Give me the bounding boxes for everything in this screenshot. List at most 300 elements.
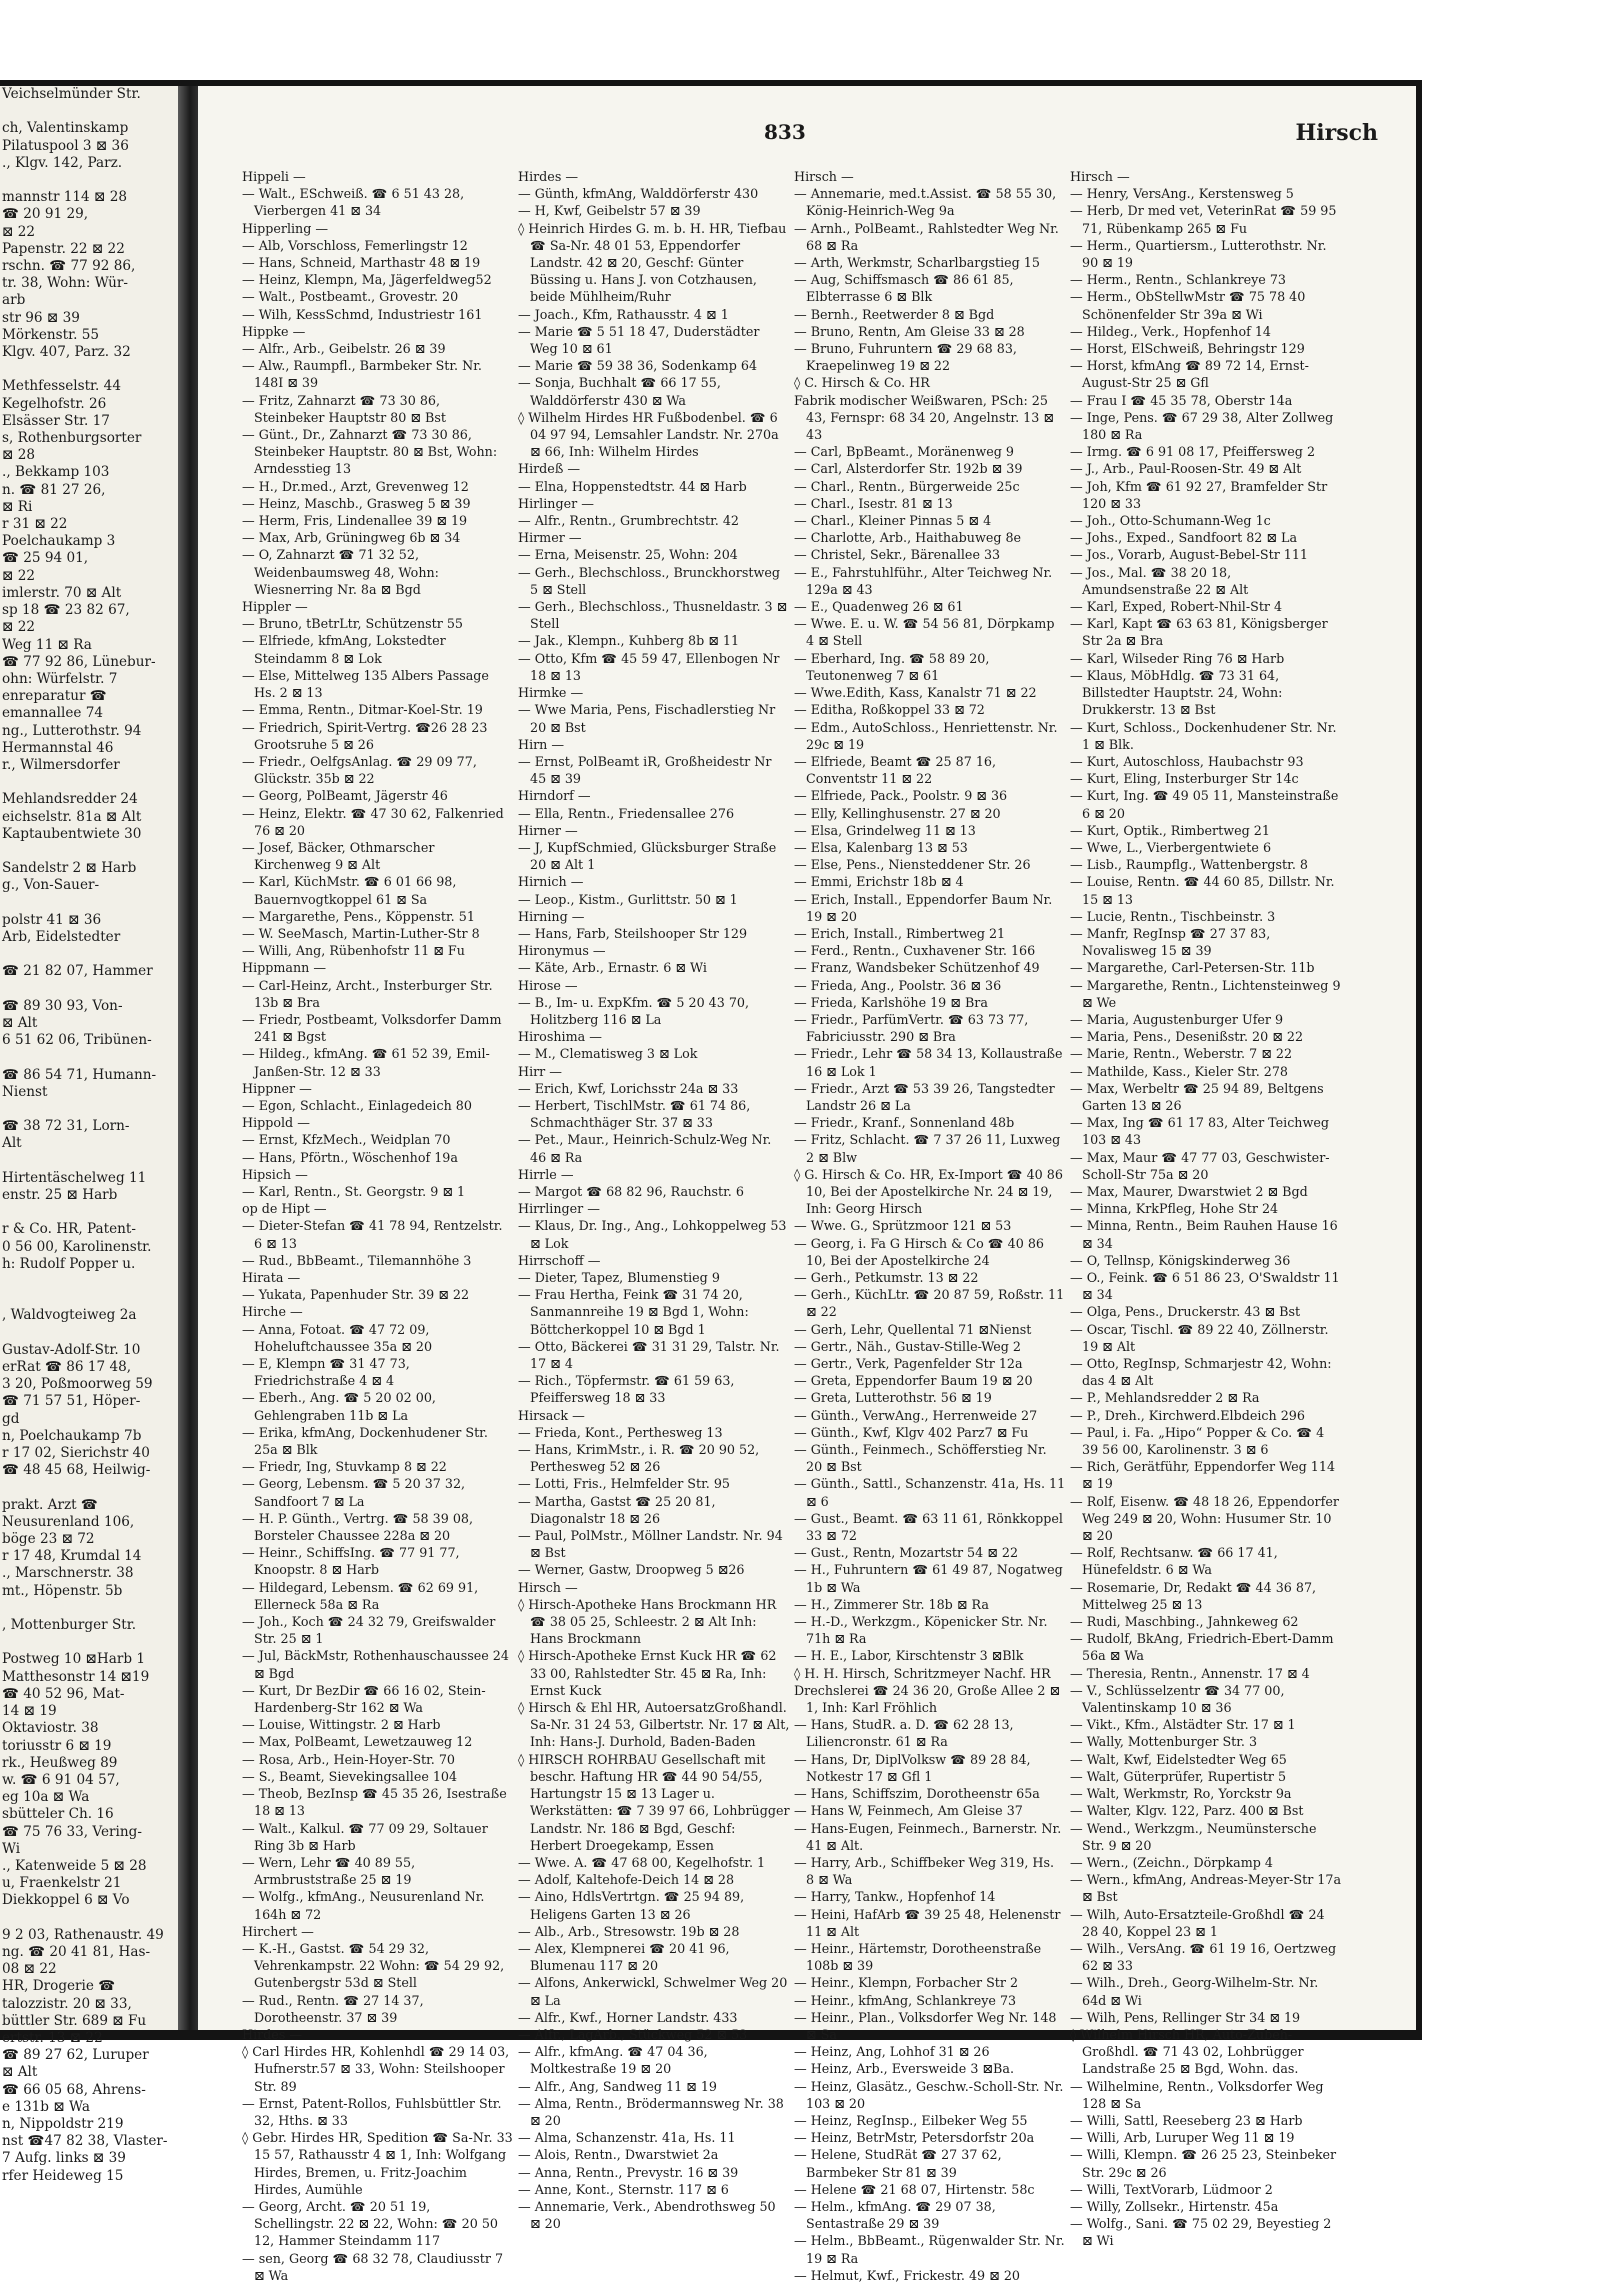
directory-entry: — B., Im- u. ExpKfm. ☎ 5 20 43 70, Holitzberg 116 ⊠ La <box>518 994 750 1027</box>
directory-entry: — Gerh., Blechschloss., Thusneldastr. 3 ⊠ Stell <box>518 599 788 632</box>
directory-entry: — Rolf, Eisenw. ☎ 48 18 26, Eppendorfer Weg 249 ⊠ 20, Wohn: Husumer Str. 10 ⊠ 20 <box>1070 1493 1339 1544</box>
left-page-line: 9 2 03, Rathenaustr. 49 <box>2 1926 164 1943</box>
left-page-line: r 31 ⊠ 22 <box>2 516 68 533</box>
directory-entry: Hirsch — <box>794 169 854 184</box>
directory-entry: — Else, Pens., Niensteddener Str. 26 <box>794 857 1031 873</box>
left-page-line: Arb, Eidelstedter <box>2 928 121 945</box>
directory-entry: — Walt, Werkmstr, Ro, Yorckstr 9a <box>1070 1786 1292 1802</box>
directory-entry: — Karl, Kapt ☎ 63 63 81, Königsberger Str 2a ⊠ Bra <box>1070 616 1328 649</box>
directory-entry: — Wend., Werkzgm., Neumünstersche Str. 9 ⊠ 20 <box>1070 1820 1317 1853</box>
directory-entry: — Charlotte, Arb., Haithabuweg 8e <box>794 530 1022 546</box>
directory-entry: ◊ Gebr. Hirdes HR, Spedition ☎ Sa-Nr. 33 15 57, Rathausstr 4 ⊠ 1, Inh: Wolfgang Hirdes, Bremen, u. Fritz-Joachim Hirdes, Aumühle <box>242 2130 513 2197</box>
directory-entry: — Aino, HdlsVertrtgn. ☎ 25 94 89, Heligens Garten 13 ⊠ 26 <box>518 1889 745 1922</box>
directory-entry: — Eberhard, Ing. ☎ 58 89 20, Teutonenweg 7 ⊠ 61 <box>794 650 990 683</box>
directory-entry: — Hans W, Feinmech, Am Gleise 37 <box>794 1803 1023 1819</box>
directory-entry: — Elsa, Grindelweg 11 ⊠ 13 <box>794 822 976 838</box>
directory-entry: — Harry, Arb., Schiffbeker Weg 319, Hs. 8 ⊠ Wa <box>794 1854 1054 1888</box>
directory-entry: — Joh, Kfm ☎ 61 92 27, Bramfelder Str 120 ⊠ 33 <box>1070 478 1328 511</box>
directory-entry: — Ferd., Rentn., Cuxhavener Str. 166 <box>794 943 1036 959</box>
directory-entry: — Wally, Mottenburger Str. 3 <box>1070 1734 1258 1750</box>
directory-entry: — Johs., Exped., Sandfoort 82 ⊠ La <box>1070 530 1298 546</box>
directory-entry: — Helm., BbBeamt., Rügenwalder Str. Nr. 19 ⊠ Ra <box>794 2233 1065 2266</box>
directory-entry: — Gerh., Petkumstr. 13 ⊠ 22 <box>794 1270 979 1285</box>
directory-entry: — Alex, Klempnerei ☎ 20 41 96, Blumenau 117 ⊠ 20 <box>518 1940 730 1974</box>
left-page-line: ☎ 38 72 31, Lorn- <box>2 1118 130 1135</box>
directory-entry: — Otto, Bäckerei ☎ 31 31 29, Talstr. Nr. 17 ⊠ 4 <box>518 1338 780 1372</box>
directory-entry: — Helmut, Kwf., Frickestr. 49 ⊠ 20 <box>794 2267 1020 2283</box>
left-page-line: böge 23 ⊠ 72 <box>2 1531 95 1548</box>
directory-entry: — Gertr., Näh., Gustav-Stille-Weg 2 <box>794 1338 1021 1354</box>
left-page-line: ☎ 20 91 29, <box>2 206 89 223</box>
directory-entry: Hirche — <box>242 1304 303 1320</box>
directory-entry: — H., Fuhruntern ☎ 61 49 87, Nogatweg 1b ⊠ Wa <box>794 1562 1063 1595</box>
left-page-line: rfer Heideweg 15 <box>2 2167 124 2184</box>
left-page-line: ☎ 75 76 33, Vering- <box>2 1823 142 1840</box>
left-page-line: r 17 48, Krumdal 14 <box>2 1548 142 1565</box>
directory-entry: — Alma, Schanzenstr. 41a, Hs. 11 <box>518 2130 736 2146</box>
directory-entry: — Wilh., Dreh., Georg-Wilhelm-Str. Nr. 64d ⊠ Wi <box>1070 1975 1319 2008</box>
left-page-line <box>0 1600 178 1617</box>
directory-entry: — Günth., Sattl., Schanzenstr. 41a, Hs. 11 ⊠ 6 <box>794 1476 1066 1509</box>
directory-entry: — Bruno, Fuhruntern ☎ 29 68 83, Kraepelinweg 19 ⊠ 22 <box>794 341 1017 374</box>
directory-entry: — Aug, Schiffsmasch ☎ 86 61 85, Elbterrasse 6 ⊠ Blk <box>794 272 1014 305</box>
left-page-fragment <box>0 86 178 2184</box>
directory-entry: — P., Mehlandsredder 2 ⊠ Ra <box>1070 1390 1260 1406</box>
left-page-line: emannallee 74 <box>2 705 104 722</box>
directory-entry: — Friedr., Arzt ☎ 53 39 26, Tangstedter Landstr 26 ⊠ La <box>794 1080 1055 1113</box>
directory-entry: — Wern., kfmAng, Andreas-Meyer-Str 17a ⊠ Bst <box>1070 1872 1342 1905</box>
directory-entry: — Ernst, PolBeamt iR, Großheidestr Nr 45 ⊠ 39 <box>518 753 772 787</box>
directory-entry: — Oscar, Tischl. ☎ 89 22 40, Zöllnerstr. 19 ⊠ Alt <box>1070 1321 1329 1354</box>
left-page-line <box>0 981 178 998</box>
directory-entry: — Elly, Kellinghusenstr. 27 ⊠ 20 <box>794 805 1001 821</box>
directory-entry: — Walt, Güterprüfer, Rupertistr 5 <box>1070 1768 1287 1784</box>
directory-entry: — Karl, KüchMstr. ☎ 6 01 66 98, Bauernvogtkoppel 61 ⊠ Sa <box>242 874 457 907</box>
directory-entry: — M., Clematisweg 3 ⊠ Lok <box>518 1046 698 1062</box>
directory-entry: — Heinz, Elektr. ☎ 47 30 62, Falkenried 76 ⊠ 20 <box>242 805 504 838</box>
directory-entry: — Wwe. E. u. W. ☎ 54 56 81, Dörpkamp 4 ⊠ Stell <box>794 616 1055 649</box>
directory-entry: — Erika, kfmAng, Dockenhudener Str. 25a ⊠ Blk <box>242 1424 488 1458</box>
directory-entry: — Franz, Wandsbeker Schützenhof 49 <box>794 960 1040 976</box>
left-page-line: Papenstr. 22 ⊠ 22 <box>2 240 125 257</box>
directory-entry: — Greta, Eppendorfer Baum 19 ⊠ 20 <box>794 1373 1033 1389</box>
directory-entry: — Karl, Wilseder Ring 76 ⊠ Harb <box>1070 650 1285 666</box>
directory-entry: — Heinz, Klempn, Ma, Jägerfeldweg52 <box>242 272 492 288</box>
directory-entry: — Anne, Kont., Sternstr. 117 ⊠ 6 <box>518 2181 729 2197</box>
left-page-line <box>0 843 178 860</box>
directory-entry: — Horst, ElSchweiß, Behringstr 129 <box>1070 341 1305 357</box>
directory-entry: — Frieda, Karlshöhe 19 ⊠ Bra <box>794 994 988 1010</box>
left-page-line: h: Rudolf Popper u. <box>2 1255 136 1272</box>
directory-entry: ◊ Hirsch-Apotheke Hans Brockmann HR ☎ 38 05 25, Schleestr. 2 ⊠ Alt Inh: Hans Brockmann <box>518 1596 777 1647</box>
directory-entry: Hirmer — <box>518 530 582 546</box>
directory-entry: — Elfriede, Beamt ☎ 25 87 16, Conventstr 11 ⊠ 22 <box>794 753 996 787</box>
directory-entry: — Yukata, Papenhuder Str. 39 ⊠ 22 <box>242 1287 470 1303</box>
directory-entry: — Joh., Otto-Schumann-Weg 1c <box>1070 513 1271 529</box>
directory-entry: Hirning — <box>518 908 585 924</box>
directory-entry: — Anna, Fotoat. ☎ 47 72 09, Hoheluftchaussee 35a ⊠ 20 <box>242 1321 433 1354</box>
left-page-line: ⊠ 28 <box>2 447 36 464</box>
directory-entry: — Alfr., LagArb., Stückweg 52 ⊠ 53 <box>518 2026 748 2042</box>
directory-entry: Hirn — <box>518 736 565 752</box>
left-page-line: Kegelhofstr. 26 <box>2 395 107 412</box>
directory-entry: — Hans-Eugen, Feinmech., Barnerstr. Nr. 41 ⊠ Alt. <box>794 1820 1062 1853</box>
directory-entry: — Marie ☎ 5 51 18 47, Duderstädter Weg 10 ⊠ 61 <box>518 323 760 357</box>
directory-entry: — Erich, Install., Rimbertweg 21 <box>794 925 1006 941</box>
directory-entry: — Dieter-Stefan ☎ 41 78 94, Rentzelstr. 6 ⊠ 13 <box>242 1218 503 1251</box>
directory-entry: — Walt., Kalkul. ☎ 77 09 29, Soltauer Ring 3b ⊠ Harb <box>242 1820 488 1853</box>
directory-entry: Hippeli — <box>242 169 306 184</box>
left-page-line: ☎ 77 92 86, Lünebur- <box>2 653 156 670</box>
left-page-line: Alt <box>2 1135 22 1152</box>
left-page-line: Weg 11 ⊠ Ra <box>2 636 92 653</box>
directory-entry: — Maria, Pens., Desenißstr. 20 ⊠ 22 <box>1070 1029 1304 1045</box>
directory-entry: — Jos., Mal. ☎ 38 20 18, Amundsenstraße 22 ⊠ Alt <box>1070 564 1249 597</box>
directory-entry: Hipperling — <box>242 220 329 236</box>
directory-page <box>198 86 1416 2283</box>
directory-entry: — Bernh., Reetwerder 8 ⊠ Bgd <box>794 306 995 322</box>
directory-entry: — Willi, Ang, Rübenhofstr 11 ⊠ Fu <box>242 943 465 959</box>
directory-entry: — Christel, Sekr., Bärenallee 33 <box>794 547 1001 563</box>
directory-entry: — Alfr., kfmAng. ☎ 47 04 36, Moltkestraße 19 ⊠ 20 <box>518 2044 708 2077</box>
directory-entry: — Frau I ☎ 45 35 78, Oberstr 14a <box>1070 392 1293 408</box>
directory-entry: — Elsa, Kalenbarg 13 ⊠ 53 <box>794 839 968 855</box>
directory-entry: ◊ Hirsch-Apotheke Ernst Kuck HR ☎ 62 33 00, Rahlstedter Str. 45 ⊠ Ra, Inh: Ernst Kuck <box>518 1648 777 1698</box>
directory-entry: — Günth., Feinmech., Schöfferstieg Nr. 20 ⊠ Bst <box>794 1442 1047 1475</box>
directory-entry: — Wwe. G., Sprützmoor 121 ⊠ 53 <box>794 1218 1012 1234</box>
directory-column-4 <box>1070 168 1342 2249</box>
directory-entry: — Marie, Rentn., Weberstr. 7 ⊠ 22 <box>1070 1046 1293 1062</box>
left-page-line: arb <box>2 292 26 309</box>
left-page-line <box>0 103 178 120</box>
directory-entry: — Jos., Vorarb, August-Bebel-Str 111 <box>1070 547 1309 563</box>
left-page-line: ⊠ 22 <box>2 223 36 240</box>
left-page-line: , Waldvogteiweg 2a <box>2 1307 137 1324</box>
directory-entry: — Heinz, BetrMstr, Petersdorfstr 20a <box>794 2130 1035 2146</box>
directory-entry: — Alb, Vorschloss, Femerlingstr 12 <box>242 237 468 253</box>
directory-entry: — Else, Mittelweg 135 Albers Passage Hs. 2 ⊠ 13 <box>242 667 489 701</box>
directory-entry: — Friedr, Postbeamt, Volksdorfer Damm 241 ⊠ Bgst <box>242 1011 502 1045</box>
directory-entry: — Wwe.Edith, Kass, Kanalstr 71 ⊠ 22 <box>794 685 1037 701</box>
directory-entry: — Hans, Schiffszim, Dorotheenstr 65a <box>794 1786 1040 1802</box>
left-page-line: talozzistr. 20 ⊠ 33, <box>2 1995 132 2012</box>
directory-entry: — H., Zimmerer Str. 18b ⊠ Ra <box>794 1596 989 1612</box>
directory-entry: — Ernst, Patent-Rollos, Fuhlsbüttler Str. 32, Hths. ⊠ 33 <box>242 2095 502 2128</box>
directory-entry: — Lucie, Rentn., Tischbeinstr. 3 <box>1070 908 1276 924</box>
directory-entry: — Alois, Rentn., Dwarstwiet 2a <box>518 2147 719 2163</box>
directory-entry: — Walter, Klgv. 122, Parz. 400 ⊠ Bst <box>1070 1803 1304 1819</box>
directory-entry: — Theresia, Rentn., Annenstr. 17 ⊠ 4 <box>1070 1665 1310 1681</box>
directory-entry: — Rud., BbBeamt., Tilemannhöhe 3 <box>242 1252 472 1268</box>
left-page-line: erRat ☎ 86 17 48, <box>2 1359 132 1376</box>
left-page-line: w. ☎ 6 91 04 57, <box>2 1771 120 1788</box>
directory-entry: Hirmke — <box>518 685 584 701</box>
directory-entry: Hirner — <box>518 822 578 838</box>
directory-entry: — Otto, Kfm ☎ 45 59 47, Ellenbogen Nr 18 ⊠ 13 <box>518 650 780 683</box>
directory-entry: — Rosemarie, Dr, Redakt ☎ 44 36 87, Mittelweg 25 ⊠ 13 <box>1070 1579 1317 1612</box>
directory-entry: — Willi, Klempn. ☎ 26 25 23, Steinbeker Str. 29c ⊠ 26 <box>1070 2147 1337 2180</box>
directory-entry: — Helene, StudRät ☎ 27 37 62, Barmbeker Str 81 ⊠ 39 <box>794 2147 1002 2180</box>
left-page-line: prakt. Arzt ☎ <box>2 1496 98 1513</box>
directory-entry: — Frieda, Kont., Perthesweg 13 <box>518 1424 723 1440</box>
left-page-line: 7 Aufg. links ⊠ 39 <box>2 2150 126 2167</box>
left-page-line: Klgv. 407, Parz. 32 <box>2 344 131 361</box>
left-page-line: Postweg 10 ⊠Harb 1 <box>2 1651 146 1668</box>
directory-entry: — Bruno, Rentn, Am Gleise 33 ⊠ 28 <box>794 323 1025 339</box>
directory-entry: — Hildeg., Verk., Hopfenhof 14 <box>1070 323 1271 339</box>
directory-entry: — Gust., Rentn, Mozartstr 54 ⊠ 22 <box>794 1545 1019 1561</box>
left-page-line: ., Marschnerstr. 38 <box>2 1565 134 1582</box>
directory-entry: — Günth, kfmAng, Walddörferstr 430 <box>518 186 759 202</box>
directory-entry: — Otto, RegInsp, Schmarjestr 42, Wohn: das 4 ⊠ Alt <box>1070 1356 1332 1389</box>
directory-entry: — Heinr., Plan., Volksdorfer Weg Nr. 148 ⊠ Sa <box>794 2009 1057 2042</box>
directory-entry: — Willi, TextVorarb, Lüdmoor 2 <box>1070 2181 1273 2197</box>
left-page-line: ☎ 48 45 68, Heilwig- <box>2 1462 151 1479</box>
directory-entry: — Helm., kfmAng. ☎ 29 07 38, Sentastraße 29 ⊠ 39 <box>794 2198 996 2232</box>
directory-entry: — Martha, Gastst ☎ 25 20 81, Diagonalstr 18 ⊠ 26 <box>518 1493 716 1526</box>
directory-entry: — Inge, Pens. ☎ 67 29 38, Alter Zollweg 180 ⊠ Ra <box>1070 409 1334 443</box>
directory-entry: Hiroshima — <box>518 1029 602 1045</box>
directory-entry: — Bruno, tBetrLtr, Schützenstr 55 <box>242 616 463 632</box>
left-page-line: mt., Höpenstr. 5b <box>2 1582 123 1599</box>
left-page-line: ., Katenweide 5 ⊠ 28 <box>2 1857 147 1874</box>
directory-entry: — Eberh., Ang. ☎ 5 20 02 00, Gehlengraben 11b ⊠ La <box>242 1390 436 1423</box>
directory-entry: — Annemarie, med.t.Assist. ☎ 58 55 30, König-Heinrich-Weg 9a <box>794 186 1057 219</box>
left-page-line: rk., Heußweg 89 <box>2 1754 118 1771</box>
left-page-line: HR, Drogerie ☎ <box>2 1978 116 1995</box>
directory-entry: — Harry, Tankw., Hopfenhof 14 <box>794 1889 996 1905</box>
directory-entry: — Alb., Arb., Stresowstr. 19b ⊠ 28 <box>518 1923 740 1939</box>
directory-entry: — Käte, Arb., Ernastr. 6 ⊠ Wi <box>518 960 707 976</box>
directory-entry: — P., Dreh., Kirchwerd.Elbdeich 296 <box>1070 1407 1305 1423</box>
directory-entry: — Max, Maur ☎ 47 77 03, Geschwister-Scholl-Str 75a ⊠ 20 <box>1070 1149 1330 1182</box>
directory-entry: — Minna, KrkPfleg, Hohe Str 24 <box>1070 1201 1279 1217</box>
directory-entry: — Edm., AutoSchloss., Henriettenstr. Nr. 29c ⊠ 19 <box>794 719 1058 752</box>
directory-entry: — Hans, Schneid, Marthastr 48 ⊠ 19 <box>242 255 481 271</box>
directory-entry: — Kurt, Schloss., Dockenhudener Str. Nr. 1 ⊠ Blk. <box>1070 719 1337 752</box>
left-page-line: tr. 38, Wohn: Wür- <box>2 275 128 292</box>
directory-entry: — Klaus, MöbHdlg. ☎ 73 31 64, Billstedter Hauptstr. 24, Wohn: Drukkerstr. 13 ⊠ Bst <box>1070 667 1283 718</box>
directory-entry: — Horst, kfmAng ☎ 89 72 14, Ernst-August-Str 25 ⊠ Gfl <box>1070 358 1309 391</box>
left-page-line: Pilatuspool 3 ⊠ 36 <box>2 137 129 154</box>
left-page-line <box>0 895 178 912</box>
left-page-line <box>0 1290 178 1307</box>
directory-entry: — Rich., Töpfermstr. ☎ 61 59 63, Pfeiffersweg 18 ⊠ 33 <box>518 1373 735 1406</box>
left-page-line <box>0 1204 178 1221</box>
directory-entry: — W. SeeMasch, Martin-Luther-Str 8 <box>242 925 480 941</box>
directory-entry: — Heinz, Arb., Eversweide 3 ⊠Ba. <box>794 2061 1014 2077</box>
directory-entry: — Max, Ing ☎ 61 17 83, Alter Teichweg 103 ⊠ 43 <box>1070 1115 1329 1148</box>
directory-entry: — Paul, i. Fa. „Hipo“ Popper & Co. ☎ 4 39 56 00, Karolinenstr. 3 ⊠ 6 <box>1070 1424 1325 1458</box>
directory-entry: — Wolfg., kfmAng., Neusurenland Nr. 164h ⊠ 72 <box>242 1889 485 1922</box>
directory-entry: — Mathilde, Kass., Kieler Str. 278 <box>1070 1063 1288 1079</box>
directory-column-1 <box>242 168 514 2283</box>
directory-entry: — Herbert, TischlMstr. ☎ 61 74 86, Schmachthäger Str. 37 ⊠ 33 <box>518 1097 751 1131</box>
left-page-line: Veichselmünder Str. <box>2 86 141 102</box>
directory-entry: — Gerh., KüchLtr. ☎ 20 87 59, Roßstr. 11 ⊠ 22 <box>794 1287 1065 1320</box>
directory-entry: Hirdeß — <box>518 461 581 477</box>
left-page-line: str 96 ⊠ 39 <box>2 309 80 326</box>
directory-entry: Hirose — <box>518 977 578 993</box>
directory-entry: ◊ Carl Hirdes HR, Kohlenhdl ☎ 29 14 03, Hufnerstr.57 ⊠ 33, Wohn: Steilshooper Str. 89 <box>242 2044 510 2094</box>
directory-entry: Hirdes — <box>518 169 579 184</box>
directory-entry: — Herb, Dr med vet, VeterinRat ☎ 59 95 71, Rübenkamp 265 ⊠ Fu <box>1070 203 1337 236</box>
directory-entry: Hippke — <box>242 323 306 339</box>
directory-entry: — Hildegard, Lebensm. ☎ 62 69 91, Ellerneck 58a ⊠ Ra <box>242 1579 479 1612</box>
directory-entry: — Dieter, Tapez, Blumenstieg 9 <box>518 1270 720 1285</box>
directory-entry: — Egon, Schlacht., Einlagedeich 80 <box>242 1097 472 1113</box>
left-page-line: 14 ⊠ 19 <box>2 1703 57 1720</box>
directory-entry: ◊ H. H. Hirsch, Schritzmeyer Nachf. HR <box>794 1665 1051 1681</box>
directory-entry: — Georg, Lebensm. ☎ 5 20 37 32, Sandfoort 7 ⊠ La <box>242 1476 466 1509</box>
left-page-line: ohn: Würfelstr. 7 <box>2 670 118 687</box>
directory-entry: — Manfr, RegInsp ☎ 27 37 83, Novalisweg 15 ⊠ 39 <box>1070 925 1271 959</box>
directory-entry: — Jak., Klempn., Kuhberg 8b ⊠ 11 <box>518 633 740 649</box>
directory-entry: — Wilhelmine, Rentn., Volksdorfer Weg 128 ⊠ Sa <box>1070 2078 1324 2111</box>
directory-entry: — Joach., Kfm, Rathausstr. 4 ⊠ 1 <box>518 306 729 322</box>
directory-entry: — Heini, HafArb ☎ 39 25 48, Helenenstr 11 ⊠ Alt <box>794 1906 1061 1939</box>
directory-entry: — Günt., Dr., Zahnarzt ☎ 73 30 86, Steinbeker Hauptstr. 80 ⊠ Bst, Wohn: Arndesstieg 13 <box>242 427 498 477</box>
directory-entry: — Wilh, Pens, Rellinger Str 34 ⊠ 19 <box>1070 2009 1301 2025</box>
left-page-line <box>0 1325 178 1342</box>
directory-entry: — Alw., Raumpfl., Barmbeker Str. Nr. 148I ⊠ 39 <box>242 358 482 391</box>
directory-entry: — Louise, Rentn. ☎ 44 60 85, Dillstr. Nr. 15 ⊠ 13 <box>1070 874 1335 907</box>
left-page-line: 08 ⊠ 22 <box>2 1961 57 1978</box>
directory-entry: — Wwe Maria, Pens, Fischadlerstieg Nr 20 ⊠ Bst <box>518 702 776 735</box>
left-page-line: Matthesonstr 14 ⊠19 <box>2 1668 150 1685</box>
directory-entry: — Greta, Lutterothstr. 56 ⊠ 19 <box>794 1390 992 1406</box>
directory-entry: — Willi, Sattl, Reeseberg 23 ⊠ Harb <box>1070 2112 1303 2128</box>
directory-entry: — K.-H., Gastst. ☎ 54 29 32, Vehrenkampstr. 22 Wohn: ☎ 54 29 92, Gutenbergstr 53d ⊠ Stell <box>242 1940 505 1991</box>
left-page-line <box>0 1479 178 1496</box>
directory-entry: — Olga, Pens., Druckerstr. 43 ⊠ Bst <box>1070 1304 1301 1320</box>
left-page-line <box>0 1049 178 1066</box>
directory-entry: Hirr — <box>518 1063 562 1079</box>
directory-entry: — Walt., Postbeamt., Grovestr. 20 <box>242 289 459 305</box>
directory-entry: — Emmi, Erichstr 18b ⊠ 4 <box>794 874 964 890</box>
directory-entry: — Karl, Rentn., St. Georgstr. 9 ⊠ 1 <box>242 1183 466 1199</box>
directory-entry: — H. E., Labor, Kirschtenstr 3 ⊠Blk <box>794 1648 1024 1664</box>
directory-entry: — E., Fahrstuhlführ., Alter Teichweg Nr. 129a ⊠ 43 <box>794 564 1053 597</box>
left-page-line <box>0 1101 178 1118</box>
directory-entry: Hippler — <box>242 599 308 615</box>
directory-entry: — Heinz, RegInsp., Eilbeker Weg 55 <box>794 2112 1028 2128</box>
left-page-line <box>0 774 178 791</box>
directory-entry: — Kurt, Autoschloss, Haubachstr 93 <box>1070 753 1304 769</box>
left-page-line: Hirtentäschelweg 11 <box>2 1169 147 1186</box>
left-page-line: Neusurenland 106, <box>2 1513 135 1530</box>
directory-entry: Hirsch — <box>518 1579 578 1595</box>
directory-entry: — O, Tellnsp, Königskinderweg 36 <box>1070 1252 1291 1268</box>
directory-column-2 <box>518 168 790 2232</box>
left-page-line: e 131b ⊠ Wa <box>2 2098 90 2115</box>
directory-entry: — Max, PolBeamt, Lewetzauweg 12 <box>242 1734 473 1750</box>
directory-entry: — Wilh., VersAng. ☎ 61 19 16, Oertzweg 62 ⊠ 33 <box>1070 1940 1337 1974</box>
left-page-line: ⊠ Ri <box>2 498 33 515</box>
directory-entry: — Hildeg., kfmAng. ☎ 61 52 39, Emil-Janßen-Str. 12 ⊠ 33 <box>242 1046 490 1079</box>
left-page-line: n, Poelchaukamp 7b <box>2 1427 142 1444</box>
directory-entry: — Günth., VerwAng., Herrenweide 27 <box>794 1407 1038 1423</box>
directory-entry: — Wilh, KessSchmd, Industriestr 161 <box>242 306 483 322</box>
directory-entry: — Leop., Kistm., Gurlittstr. 50 ⊠ 1 <box>518 891 738 907</box>
directory-entry: — Minna, Rentn., Beim Rauhen Hause 16 ⊠ 34 <box>1070 1218 1338 1251</box>
left-page-line: s, Rothenburgsorter <box>2 430 142 447</box>
left-page-line <box>0 1634 178 1651</box>
left-page-line <box>0 1910 178 1927</box>
directory-entry: — Elna, Hoppenstedtstr. 44 ⊠ Harb <box>518 478 747 494</box>
directory-entry: — Frieda, Ang., Poolstr. 36 ⊠ 36 <box>794 977 1002 993</box>
directory-entry: — Max, Arb, Grüningweg 6b ⊠ 34 <box>242 530 461 546</box>
directory-entry: Hirlinger — <box>518 495 594 511</box>
directory-entry: — Willy, Zollsekr., Hirtenstr. 45a <box>1070 2198 1279 2214</box>
left-page-line: n. ☎ 81 27 26, <box>2 481 106 498</box>
directory-entry: — Carl, Alsterdorfer Str. 192b ⊠ 39 <box>794 461 1023 477</box>
directory-entry: Hirrlinger — <box>518 1201 600 1217</box>
left-page-line: ☎ 21 82 07, Hammer <box>2 963 153 980</box>
directory-entry: — O, Zahnarzt ☎ 71 32 52, Weidenbaumsweg 48, Wohn: Wiesnerring Nr. 8a ⊠ Bgd <box>242 547 439 597</box>
directory-entry: — Georg, PolBeamt, Jägerstr 46 <box>242 788 448 804</box>
directory-entry: — Alfr., Ang, Sandweg 11 ⊠ 19 <box>518 2078 717 2094</box>
left-page-line: polstr 41 ⊠ 36 <box>2 911 102 928</box>
directory-entry: — Walt, Kwf, Eidelstedter Weg 65 <box>1070 1751 1287 1767</box>
left-page-line: Methfesselstr. 44 <box>2 378 121 395</box>
directory-entry: — Hans, Dr, DiplVolksw ☎ 89 28 84, Notkestr 17 ⊠ Gfl 1 <box>794 1751 1031 1784</box>
directory-entry: — Alfr., Arb., Geibelstr. 26 ⊠ 39 <box>242 341 446 357</box>
left-page-line: enstr. 25 ⊠ Harb <box>2 1187 118 1203</box>
directory-entry: — Friedr., OelfgsAnlag. ☎ 29 09 77, Glückstr. 35b ⊠ 22 <box>242 753 477 787</box>
left-page-line: Hermannstal 46 <box>2 739 114 756</box>
directory-entry: — V., Schlüsselzentr ☎ 34 77 00, Valentinskamp 10 ⊠ 36 <box>1070 1682 1285 1716</box>
directory-entry: — Wern., (Zeichn., Dörpkamp 4 <box>1070 1854 1273 1870</box>
directory-entry: — Ernst, KfzMech., Weidplan 70 <box>242 1132 451 1148</box>
directory-entry: — S., Beamt, Sievekingsallee 104 <box>242 1768 458 1784</box>
left-page-line: toriusstr 6 ⊠ 19 <box>2 1737 112 1754</box>
directory-entry: — Annemarie, Verk., Abendrothsweg 50 ⊠ 20 <box>518 2198 776 2232</box>
directory-entry: — Rud., Rentn. ☎ 27 14 37, Dorotheenstr. 37 ⊠ 39 <box>242 1992 424 2025</box>
directory-entry: ◊ Hirsch & Ehl HR, AutoersatzGroßhandl. Sa-Nr. 31 24 53, Gilbertstr. Nr. 17 ⊠ Alt, Inh: Hans-J. Durhold, Baden-Baden <box>518 1700 790 1750</box>
left-page-line: u, Fraenkelstr 21 <box>2 1875 122 1892</box>
directory-entry: — Elfriede, kfmAng, Lokstedter Steindamm 8 ⊠ Lok <box>242 633 446 666</box>
directory-entry: — Herm., Rentn., Schlankreye 73 <box>1070 272 1286 288</box>
directory-entry: Hironymus — <box>518 943 606 959</box>
directory-entry: — Fritz, Schlacht. ☎ 7 37 26 11, Luxweg 2 ⊠ Blw <box>794 1132 1061 1165</box>
directory-entry: — Rolf, Rechtsanw. ☎ 66 17 41, Hünefeldstr. 6 ⊠ Wa <box>1070 1545 1278 1578</box>
directory-entry: — Georg, Archt. ☎ 20 51 19, Schellingstr. 22 ⊠ 22, Wohn: ☎ 20 50 12, Hammer Steindamm 117 <box>242 2198 498 2249</box>
directory-entry: — sen, Georg ☎ 68 32 78, Claudiusstr 7 ⊠ Wa <box>242 2250 504 2283</box>
directory-entry: — Josef, Bäcker, Othmarscher Kirchenweg 9 ⊠ Alt <box>242 839 435 873</box>
directory-entry: — Alma, Rentn., Brödermannsweg Nr. 38 ⊠ 20 <box>518 2095 784 2128</box>
directory-entry: — Kurt, Eling, Insterburger Str 14c <box>1070 771 1299 787</box>
running-head: Hirsch <box>1295 120 1378 146</box>
directory-entry: — Alfons, Ankerwickl, Schwelmer Weg 20 ⊠ La <box>518 1975 788 2008</box>
directory-entry: — Erich, Kwf, Lorichsstr 24a ⊠ 33 <box>518 1080 739 1096</box>
directory-entry: — Carl-Heinz, Archt., Insterburger Str. 13b ⊠ Bra <box>242 977 493 1010</box>
left-page-line: Elsässer Str. 17 <box>2 412 110 429</box>
left-page-line: n, Nippoldstr 219 <box>2 2115 124 2132</box>
directory-entry: — E, Klempn ☎ 31 47 73, Friedrichstraße 4 ⊠ 4 <box>242 1356 410 1389</box>
left-page-line: ., Bekkamp 103 <box>2 464 110 481</box>
directory-entry: — Heinz, Glasätz., Geschw.-Scholl-Str. Nr. 103 ⊠ 20 <box>794 2078 1064 2111</box>
directory-entry: — Heinr., Härtemstr, Dorotheenstraße 108b ⊠ 39 <box>794 1940 1042 1974</box>
left-page-line: mannstr 114 ⊠ 28 <box>2 189 128 206</box>
directory-entry: — Arnh., PolBeamt., Rahlstedter Weg Nr. 68 ⊠ Ra <box>794 220 1059 253</box>
left-page-line: gd <box>2 1410 20 1427</box>
directory-entry: — Henry, VersAng., Kerstensweg 5 <box>1070 186 1294 202</box>
directory-entry: — Herm., Quartiersm., Lutterothstr. Nr. 90 ⊠ 19 <box>1070 237 1327 271</box>
directory-entry: — Günth., Kwf, Klgv 402 Parz7 ⊠ Fu <box>794 1424 1029 1440</box>
directory-entry: Hirdes — <box>242 2026 303 2042</box>
directory-entry: — Rudi, Maschbing., Jahnkeweg 62 <box>1070 1614 1299 1630</box>
